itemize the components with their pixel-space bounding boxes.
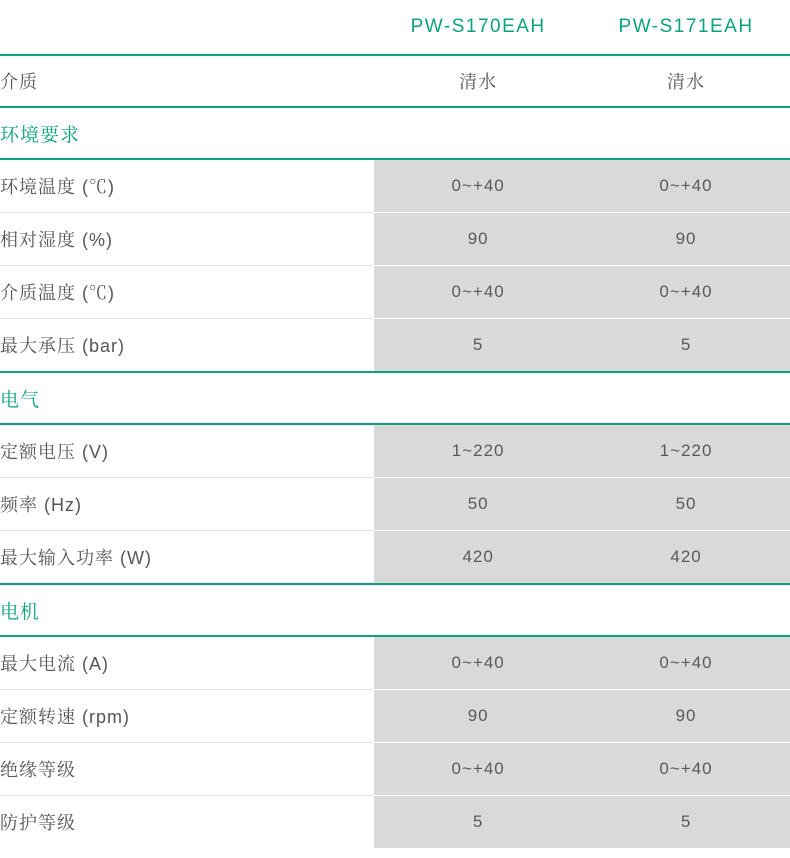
table-row [0, 531, 790, 585]
section-title-environment: 环境要求 [0, 107, 374, 159]
row-value: 0~+40 [582, 743, 790, 796]
section-title-electrical: 电气 [0, 372, 374, 424]
row-label: 最大电流 (A) [0, 636, 374, 690]
row-label: 绝缘等级 [0, 743, 374, 796]
row-label: 定额电压 (V) [0, 424, 374, 478]
section-gap-cell [582, 107, 790, 159]
table-row [0, 636, 790, 690]
header-blank-cell [0, 0, 374, 55]
table-row [0, 159, 790, 213]
table-row [0, 478, 790, 531]
row-label: 定额转速 (rpm) [0, 690, 374, 743]
section-gap-cell [374, 107, 582, 159]
table-row-media [0, 55, 790, 107]
section-gap-cell [582, 372, 790, 424]
table-row [0, 266, 790, 319]
table-header-row [0, 0, 790, 55]
column-header-model-1: PW-S170EAH [374, 0, 582, 55]
row-value: 0~+40 [582, 159, 790, 213]
row-label: 防护等级 [0, 813, 76, 833]
section-title-motor: 电机 [0, 584, 374, 636]
row-label-media: 介质 [0, 55, 374, 107]
table-row [0, 796, 790, 849]
table-row [0, 319, 790, 373]
row-label: 频率 (Hz) [0, 478, 374, 531]
section-header-row [0, 584, 790, 636]
section-gap-cell [374, 584, 582, 636]
row-value: 5 [374, 319, 582, 373]
row-value: 420 [374, 531, 582, 585]
section-header-row [0, 107, 790, 159]
row-label: 介质温度 (℃) [0, 266, 374, 319]
row-value: 50 [582, 478, 790, 531]
row-label: 最大承压 (bar) [0, 319, 374, 373]
row-value: 5 [582, 796, 790, 849]
section-header-row [0, 372, 790, 424]
row-value: 5 [374, 796, 582, 849]
row-label: 最大输入功率 (W) [0, 531, 374, 585]
row-value-media-1: 清水 [374, 55, 582, 107]
row-value: 50 [374, 478, 582, 531]
row-value: 0~+40 [374, 159, 582, 213]
table-row [0, 743, 790, 796]
row-value: 0~+40 [374, 266, 582, 319]
row-value: 90 [374, 690, 582, 743]
section-gap-cell [374, 372, 582, 424]
table-row [0, 213, 790, 266]
row-label: 环境温度 (℃) [0, 159, 374, 213]
row-value: 5 [582, 319, 790, 373]
row-value: 1~220 [582, 424, 790, 478]
table-row [0, 690, 790, 743]
row-value: 90 [374, 213, 582, 266]
row-value: 0~+40 [374, 636, 582, 690]
column-header-model-2: PW-S171EAH [582, 0, 790, 55]
row-value: 1~220 [374, 424, 582, 478]
row-value: 90 [582, 690, 790, 743]
row-value: 420 [582, 531, 790, 585]
row-value: 0~+40 [582, 266, 790, 319]
table-row [0, 424, 790, 478]
row-value: 0~+40 [374, 743, 582, 796]
row-value: 0~+40 [582, 636, 790, 690]
row-value-media-2: 清水 [582, 55, 790, 107]
section-gap-cell [582, 584, 790, 636]
row-label: 相对湿度 (%) [0, 213, 374, 266]
row-value: 90 [582, 213, 790, 266]
